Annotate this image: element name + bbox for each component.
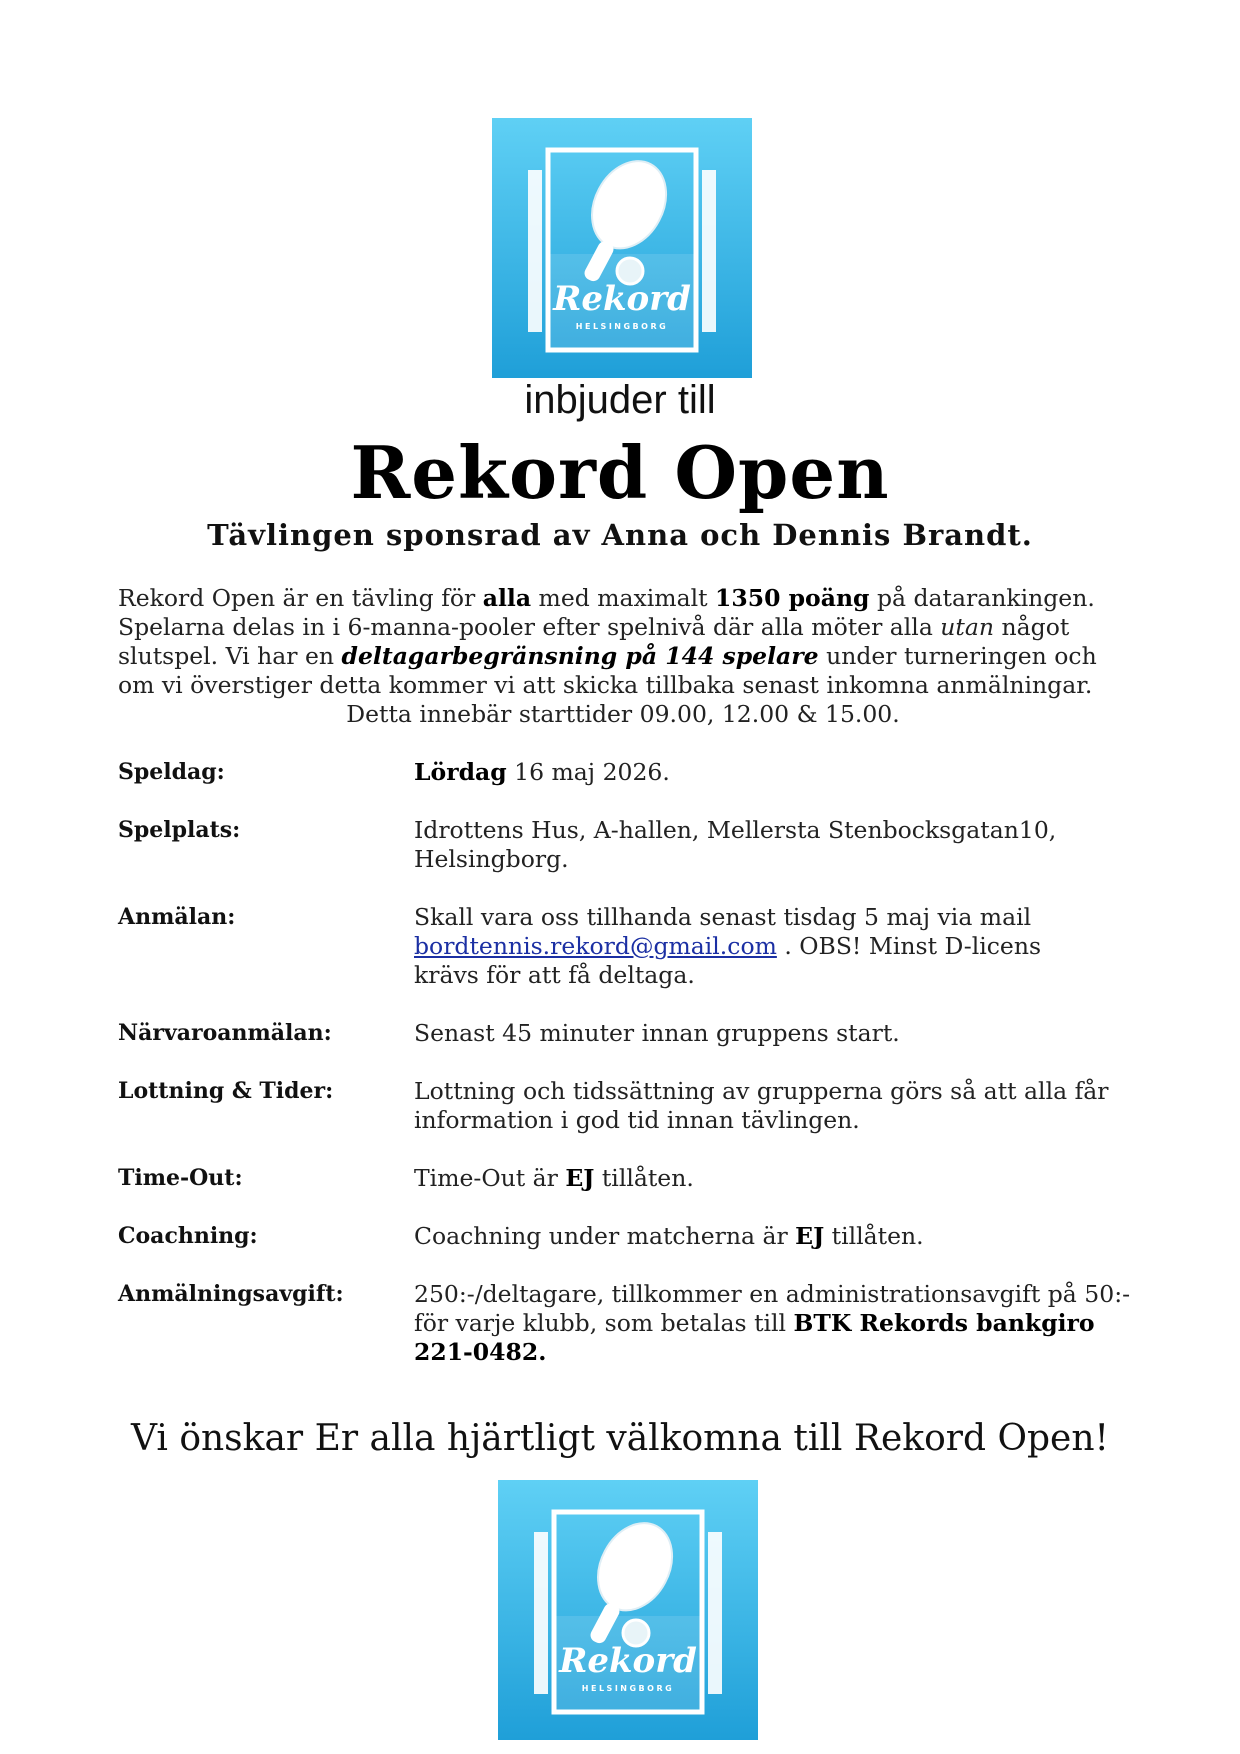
label-spelplats: Spelplats: bbox=[118, 817, 241, 843]
row-speldag bbox=[118, 758, 1138, 787]
label-coachning: Coachning: bbox=[118, 1223, 258, 1249]
intro-paragraph: Rekord Open är en tävling för alla med maximalt 1350 poäng på datarankingen. Spelarna delas in i 6-manna-pooler efter spelnivå där alla möter alla utan något slutspel. Vi har en deltagarbegränsning på 144 spelare under turneringen och om vi överstiger detta kommer vi att skicka tillbaka senast inkomna anmälningar. Detta innebär starttider 09.00, 12.00 & 15.00. bbox=[118, 584, 1128, 729]
value-avgift: 250:-/deltagare, tillkommer en administrationsavgift på 50:- för varje klubb, som betalas till BTK Rekords bankgiro 221-0482. bbox=[414, 1280, 1131, 1366]
value-timeout: Time-Out är EJ tillåten. bbox=[414, 1164, 694, 1192]
value-narvaro: Senast 45 minuter innan gruppens start. bbox=[414, 1019, 900, 1047]
value-speldag: Lördag 16 maj 2026. bbox=[414, 758, 670, 786]
logo-subtitle: HELSINGBORG bbox=[575, 322, 669, 331]
sponsor-line: Tävlingen sponsrad av Anna och Dennis Brandt. bbox=[207, 518, 1033, 552]
logo-wordmark: Rekord bbox=[553, 279, 691, 319]
row-anmalan bbox=[118, 903, 1138, 990]
label-lottning: Lottning & Tider: bbox=[118, 1078, 334, 1104]
logo-wordmark: Rekord bbox=[559, 1641, 697, 1681]
page-title: Rekord Open bbox=[350, 430, 890, 515]
row-coachning bbox=[118, 1222, 1138, 1251]
row-lottning bbox=[118, 1077, 1138, 1135]
invite-line: inbjuder till bbox=[524, 378, 716, 422]
value-lottning: Lottning och tidssättning av grupperna görs så att alla får information i god tid innan tävlingen. bbox=[414, 1077, 1109, 1134]
logo-subtitle: HELSINGBORG bbox=[581, 1684, 675, 1693]
rekord-logo-bottom bbox=[498, 1480, 758, 1740]
label-avgift: Anmälningsavgift: bbox=[118, 1281, 344, 1307]
welcome-line: Vi önskar Er alla hjärtligt välkomna till Rekord Open! bbox=[131, 1418, 1109, 1459]
info-table bbox=[118, 758, 1138, 1367]
row-spelplats bbox=[118, 816, 1138, 874]
value-anmalan: Skall vara oss tillhanda senast tisdag 5 maj via mail bordtennis.rekord@gmail.com . OBS! Minst D-licens krävs för att få deltaga. bbox=[414, 903, 1042, 989]
email-link[interactable]: bordtennis.rekord@gmail.com bbox=[414, 932, 777, 960]
table-tennis-paddle-icon bbox=[498, 1480, 758, 1740]
label-timeout: Time-Out: bbox=[118, 1165, 243, 1191]
label-narvaro: Närvaroanmälan: bbox=[118, 1020, 332, 1046]
row-narvaro bbox=[118, 1019, 1138, 1048]
table-tennis-paddle-icon bbox=[492, 118, 752, 378]
value-coachning: Coachning under matcherna är EJ tillåten. bbox=[414, 1222, 924, 1250]
value-spelplats: Idrottens Hus, A-hallen, Mellersta Stenbocksgatan10, Helsingborg. bbox=[414, 816, 1057, 873]
row-timeout bbox=[118, 1164, 1138, 1193]
row-avgift bbox=[118, 1280, 1138, 1367]
label-anmalan: Anmälan: bbox=[118, 904, 236, 930]
rekord-logo bbox=[492, 118, 752, 378]
start-times: Detta innebär starttider 09.00, 12.00 & 15.00. bbox=[346, 700, 900, 728]
label-speldag: Speldag: bbox=[118, 759, 225, 785]
